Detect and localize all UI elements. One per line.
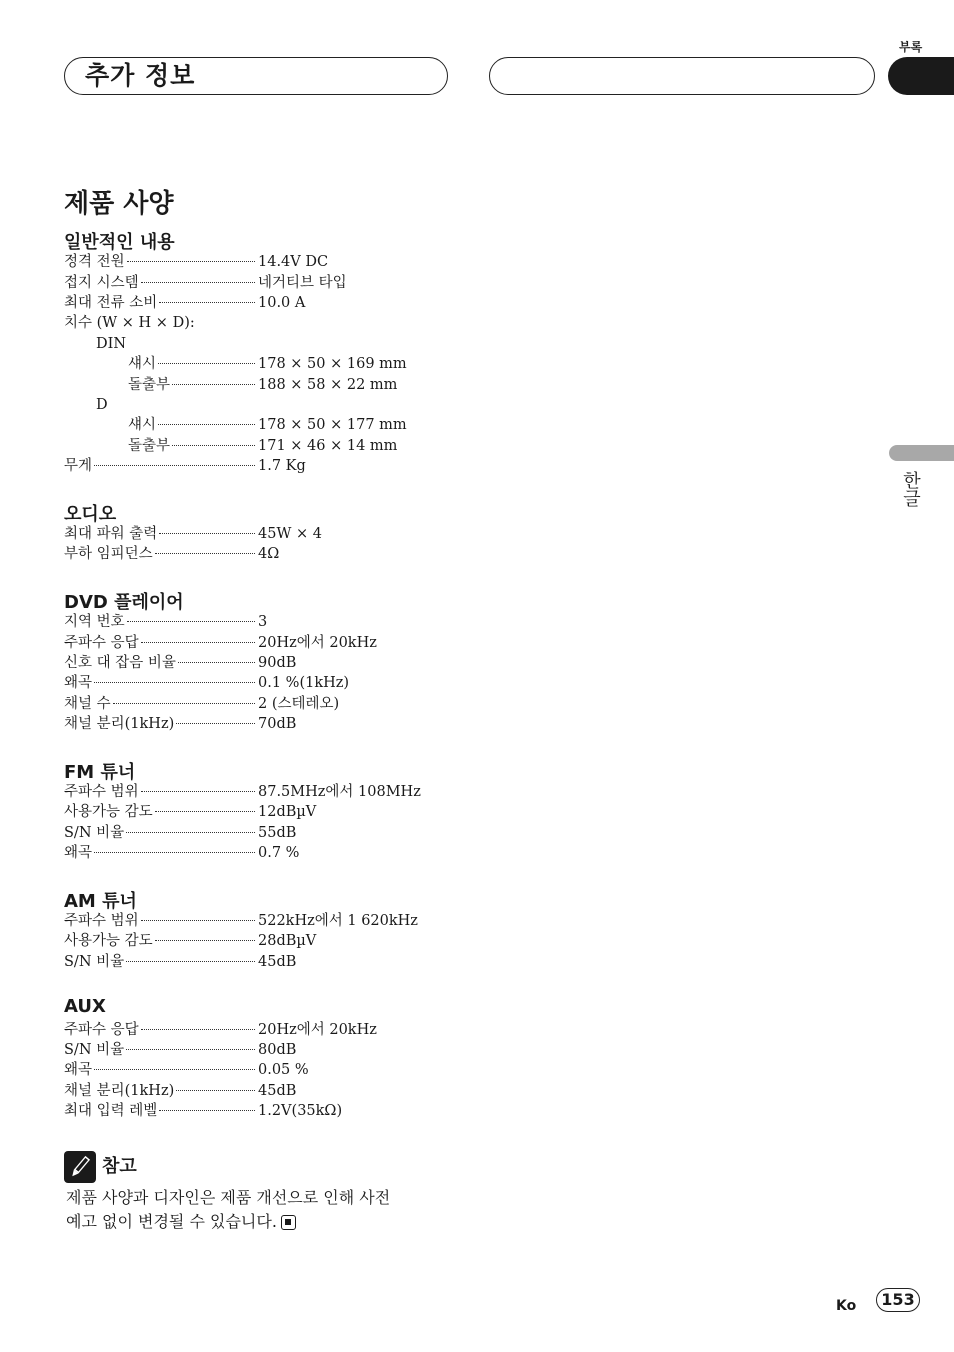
spec-label: 주파수 응답: [64, 1022, 139, 1038]
aux-heading: AUX: [64, 996, 106, 1017]
spec-row: [64, 1101, 343, 1121]
spec-value: 12dBµV: [258, 804, 317, 820]
spec-row: [64, 544, 280, 564]
spec-row: [64, 911, 418, 931]
spec-value: 4Ω: [258, 546, 280, 562]
spec-label: 돌출부: [128, 377, 171, 393]
spec-row: [64, 1081, 297, 1101]
spec-label: 섀시: [128, 356, 157, 372]
spec-label: 지역 번호: [64, 614, 125, 630]
spec-value: 45W × 4: [258, 526, 322, 542]
general-heading: 일반적인 내용: [64, 232, 175, 253]
spec-label: 왜곡: [64, 675, 93, 691]
spec-row: [64, 1020, 377, 1040]
spec-value: 171 × 46 × 14 mm: [258, 438, 398, 454]
spec-row: [64, 843, 300, 863]
spec-value: 70dB: [258, 716, 297, 732]
section-title: 추가 정보: [85, 61, 196, 90]
spec-value: 0.1 %(1kHz): [258, 675, 350, 691]
spec-label: 주파수 범위: [64, 784, 139, 800]
spec-row: [64, 633, 377, 653]
language-code: Ko: [836, 1298, 857, 1314]
dvd-heading: DVD 플레이어: [64, 592, 184, 613]
spec-value: 3: [258, 614, 268, 630]
spec-value: 87.5MHz에서 108MHz: [258, 784, 421, 800]
header-blank-frame: [489, 57, 875, 95]
spec-row: [64, 952, 297, 972]
spec-row: [64, 653, 297, 673]
spec-label: 신호 대 잡음 비율: [64, 655, 176, 671]
din-label: DIN: [96, 336, 127, 352]
spec-value: 14.4V DC: [258, 254, 329, 270]
spec-label: 주파수 범위: [64, 913, 139, 929]
section-title-frame: [64, 57, 448, 95]
spec-value: 45dB: [258, 1083, 297, 1099]
spec-value: 522kHz에서 1 620kHz: [258, 913, 418, 929]
spec-label: 채널 분리(1kHz): [64, 1083, 175, 1099]
spec-label: 섀시: [128, 417, 157, 433]
spec-value: 28dBµV: [258, 933, 317, 949]
fm-heading: FM 튜너: [64, 762, 136, 783]
spec-value: 10.0 A: [258, 295, 306, 311]
appendix-label: 부록: [899, 40, 923, 54]
spec-value: 2 (스테레오): [258, 696, 340, 712]
spec-row: [64, 714, 297, 734]
spec-value: 0.7 %: [258, 845, 300, 861]
note-text-line-2-content: 예고 없이 변경될 수 있습니다.: [66, 1212, 277, 1231]
spec-row: [64, 1040, 297, 1060]
spec-row: [64, 612, 268, 632]
spec-label: 사용가능 감도: [64, 933, 153, 949]
spec-value: 178 × 50 × 177 mm: [258, 417, 407, 433]
spec-label: 무게: [64, 458, 93, 474]
spec-label: 최대 전류 소비: [64, 295, 158, 311]
spec-value: 0.05 %: [258, 1062, 309, 1078]
spec-label: 채널 수: [64, 696, 111, 712]
spec-row: [64, 782, 421, 802]
spec-label: 접지 시스템: [64, 275, 139, 291]
spec-row: [64, 456, 306, 476]
spec-row: [128, 354, 407, 374]
spec-row: [64, 273, 347, 293]
spec-value: 55dB: [258, 825, 297, 841]
spec-value: 네거티브 타입: [258, 275, 347, 291]
spec-value: 178 × 50 × 169 mm: [258, 356, 407, 372]
spec-label: 돌출부: [128, 438, 171, 454]
spec-value: 188 × 58 × 22 mm: [258, 377, 398, 393]
note-text-line-1: 제품 사양과 디자인은 제품 개선으로 인해 사전: [66, 1188, 391, 1207]
note-title: 참고: [102, 1156, 137, 1177]
spec-label: 주파수 응답: [64, 635, 139, 651]
spec-label: 최대 파워 출력: [64, 526, 158, 542]
spec-row: [64, 524, 322, 544]
spec-row: [64, 673, 350, 693]
am-heading: AM 튜너: [64, 891, 137, 912]
spec-row: [128, 375, 398, 395]
spec-row: [64, 293, 306, 313]
spec-label: 최대 입력 레벨: [64, 1103, 158, 1119]
spec-label: S/N 비율: [64, 954, 125, 970]
spec-row: [64, 802, 317, 822]
spec-value: 45dB: [258, 954, 297, 970]
spec-label: 왜곡: [64, 845, 93, 861]
spec-label: 사용가능 감도: [64, 804, 153, 820]
pencil-icon: [64, 1151, 96, 1183]
spec-row: [64, 823, 297, 843]
spec-value: 20Hz에서 20kHz: [258, 1022, 377, 1038]
spec-label: 왜곡: [64, 1062, 93, 1078]
end-mark-icon: [281, 1215, 296, 1230]
spec-label: S/N 비율: [64, 825, 125, 841]
page-title: 제품 사양: [64, 189, 174, 219]
language-tab-bar: [889, 445, 954, 461]
language-tab-label: 한글: [900, 471, 921, 507]
spec-value: 1.2V(35kΩ): [258, 1103, 343, 1119]
header-tab-marker: [888, 57, 954, 95]
spec-value: 1.7 Kg: [258, 458, 306, 474]
spec-row: [64, 1060, 309, 1080]
spec-row: [64, 252, 329, 272]
spec-label: S/N 비율: [64, 1042, 125, 1058]
spec-value: 80dB: [258, 1042, 297, 1058]
dimensions-label: 치수 (W × H × D):: [64, 315, 195, 331]
spec-label: 부하 임피던스: [64, 546, 153, 562]
spec-row: [64, 931, 317, 951]
spec-row: [64, 694, 340, 714]
note-text-line-2: [66, 1210, 446, 1234]
spec-row: [128, 415, 407, 435]
spec-value: 20Hz에서 20kHz: [258, 635, 377, 651]
d-label: D: [96, 397, 108, 413]
audio-heading: 오디오: [64, 504, 117, 525]
spec-row: [128, 436, 398, 456]
spec-value: 90dB: [258, 655, 297, 671]
spec-label: 채널 분리(1kHz): [64, 716, 175, 732]
page-number: 153: [876, 1288, 920, 1312]
spec-label: 정격 전원: [64, 254, 125, 270]
